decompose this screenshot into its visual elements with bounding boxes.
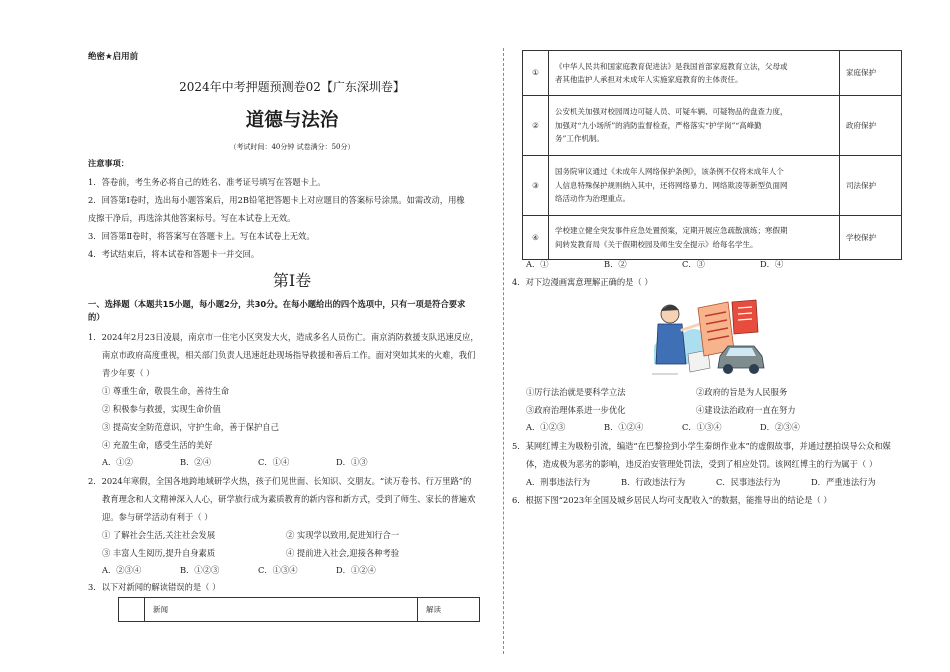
q4-item: ④建设法治政府一直在努力 <box>696 405 796 415</box>
q1-item: ③ 提高安全防范意识，守护生命，善于保护自己 <box>102 422 279 432</box>
option-a[interactable]: A．①② <box>102 457 133 467</box>
subject-title: 道德与法治 <box>245 110 339 131</box>
note-line: 皮擦干净后，再选涂其他答案标号。写在本试卷上无效。 <box>88 213 296 223</box>
option-c[interactable]: C．①④ <box>258 457 290 467</box>
q4-item: ①厉行法治就是要科学立法 <box>526 387 626 397</box>
q3-table-body <box>522 50 902 260</box>
q2-item: ③ 丰富人生阅历,提升自身素质 <box>102 548 216 558</box>
option-b[interactable]: B．①②③ <box>180 565 220 575</box>
q3-table-header <box>118 597 480 622</box>
q5-stem: 5．某网红博主为吸粉引流，编造“在巴黎捡到小学生秦朗作业本”的虚假故事，并通过摆拍误导公众和媒 <box>512 441 891 451</box>
q1-options <box>102 456 368 468</box>
option-c[interactable]: C．①③④ <box>682 422 722 432</box>
reading-cell: 学校保护 <box>840 216 902 260</box>
secret-mark: 绝密★启用前 <box>88 52 139 62</box>
reading-cell: 司法保护 <box>840 156 902 216</box>
q1-stem: 青少年要（ ） <box>102 368 155 378</box>
option-c[interactable]: C．③ <box>682 259 705 269</box>
option-a[interactable]: A．刑事违法行为 <box>526 477 591 487</box>
q2-stem: 2．2024年寒假，全国各地跨地域研学火热，孩子们见世面、长知识、交朋友。“读万卷书、行万里路”的 <box>88 476 472 486</box>
news-line: 人信息特殊保护规则纳入其中，还将网络暴力、网络欺凌等新型负面网 <box>555 180 788 190</box>
news-line: 公安机关加强对校园周边可疑人员、可疑车辆、可疑物品的盘查力度， <box>555 107 788 117</box>
row-number: ② <box>523 96 549 156</box>
q2-stem: 教育理念和人文精神深入人心，研学旅行成为素质教育的新内容和新方式，受到了师生、家长的普遍欢 <box>102 494 476 504</box>
option-d[interactable]: D．①③ <box>336 457 368 467</box>
note-line: 2．回答第Ⅰ卷时，选出每小题答案后，用2B铅笔把答题卡上对应题目的答案标号涂黑。如需改动，用橡 <box>88 195 465 205</box>
option-d[interactable]: D．严重违法行为 <box>811 477 876 487</box>
q2-options <box>102 564 376 576</box>
q6-stem: 6．根据下图“2023年全国及城乡居民人均可支配收入”的数据，能推导出的结论是（ ） <box>512 495 832 505</box>
column-divider <box>503 48 504 654</box>
option-c[interactable]: C．①③④ <box>258 565 298 575</box>
option-a[interactable]: A．①②③ <box>526 422 566 432</box>
news-line: 络活动作为治理重点。 <box>555 194 630 204</box>
q1-stem: 南京市政府高度重视，相关部门负责人迅速赶赴现场指导救援和善后工作。面对突如其来的火难，我们 <box>102 350 476 360</box>
news-cell <box>549 51 840 96</box>
part-title: 第Ⅰ卷 <box>272 271 312 290</box>
table-header-reading: 解读 <box>418 598 480 622</box>
news-line: 间转发教育局《关于假期校园及师生安全提示》给每名学生。 <box>555 239 758 249</box>
paper-title: 2024年中考押题预测卷02【广东深圳卷】 <box>179 80 405 94</box>
news-cell <box>549 156 840 216</box>
q2-item: ④ 提前进入社会,迎接各种考验 <box>286 548 400 558</box>
option-a[interactable]: A．②③④ <box>102 565 142 575</box>
option-b[interactable]: B．② <box>604 259 627 269</box>
q2-item: ② 实现学以致用,促进知行合一 <box>286 530 400 540</box>
q4-stem: 4．对下边漫画寓意理解正确的是（ ） <box>512 277 653 287</box>
q1-item: ① 尊重生命，敬畏生命，善待生命 <box>102 386 230 396</box>
q1-item: ④ 充盈生命，感受生活的美好 <box>102 440 213 450</box>
section-heading-line: 的） <box>88 312 105 322</box>
news-line: 者其他监护人承担对未成年人实施家庭教育的主体责任。 <box>555 75 743 84</box>
option-b[interactable]: B．②④ <box>180 457 211 467</box>
option-b[interactable]: B．①②④ <box>604 422 644 432</box>
notes-heading: 注意事项： <box>88 158 129 168</box>
news-cell <box>549 96 840 156</box>
section-heading-line: 一、选择题（本题共15小题，每小题2分，共30分。在每小题给出的四个选项中，只有一项是符合要求 <box>88 299 466 309</box>
section-heading <box>88 298 496 324</box>
q5-stem: 体，造成极为恶劣的影响，违反治安管理处罚法，受到了相应处罚。该网红博主的行为属于（ ） <box>526 459 878 469</box>
news-line: 《中华人民共和国家庭教育促进法》是我国首部家庭教育立法，父母或 <box>555 61 788 71</box>
option-d[interactable]: D．②③④ <box>760 422 800 432</box>
row-number: ① <box>523 51 549 96</box>
q4-item: ②政府的旨是为人民服务 <box>696 387 788 397</box>
q3-stem: 3．以下对新闻的解读错误的是（ ） <box>88 582 221 592</box>
note-line: 4．考试结束后，将本试卷和答题卡一并交回。 <box>88 249 260 259</box>
q1-stem: 1．2024年2月23日凌晨，南京市一住宅小区突发大火，造成多名人员伤亡。南京消防救援支队迅速反应， <box>88 332 479 342</box>
table-row <box>523 156 902 216</box>
table-cell <box>119 598 145 622</box>
row-number: ③ <box>523 156 549 216</box>
q2-stem: 迎。参与研学活动有利于（ ） <box>102 512 213 522</box>
q3-options <box>526 258 783 270</box>
note-line: 3．回答第Ⅱ卷时，将答案写在答题卡上。写在本试卷上无效。 <box>88 231 315 241</box>
table-header-news: 新闻 <box>145 598 418 622</box>
news-cell <box>549 216 840 260</box>
reading-cell: 家庭保护 <box>840 51 902 96</box>
option-d[interactable]: D．④ <box>760 259 784 269</box>
table-row <box>523 96 902 156</box>
option-c[interactable]: C．民事违法行为 <box>716 477 781 487</box>
reading-cell: 政府保护 <box>840 96 902 156</box>
table-row <box>523 51 902 96</box>
news-line: 务”工作机制。 <box>555 134 604 144</box>
exam-meta: （考试时间：40分钟 试卷满分：50分） <box>229 143 355 151</box>
option-a[interactable]: A．① <box>526 259 549 269</box>
news-line: 学校建立健全突发事件应急处置预案，定期开展应急疏散演练；寒假期 <box>555 226 788 235</box>
option-d[interactable]: D．①②④ <box>336 565 376 575</box>
q2-item: ① 了解社会生活,关注社会发展 <box>102 530 216 540</box>
q1-item: ② 积极参与救援，实现生命价值 <box>102 404 221 414</box>
q4-item: ③政府治理体系进一步优化 <box>526 405 626 415</box>
cartoon-illustration <box>648 294 776 380</box>
option-b[interactable]: B．行政违法行为 <box>621 477 686 487</box>
news-line: 加强对“九小场所”的消防监督检查，严格落实“护学岗”“高峰勤 <box>555 120 762 130</box>
news-line: 国务院审议通过《未成年人网络保护条例》，该条例不仅将未成年人个 <box>555 167 784 177</box>
q4-options <box>526 421 800 433</box>
row-number: ④ <box>523 216 549 260</box>
q5-options <box>526 476 876 488</box>
table-row <box>523 216 902 260</box>
note-line: 1．答卷前，考生务必将自己的姓名、准考证号填写在答题卡上。 <box>88 177 326 187</box>
